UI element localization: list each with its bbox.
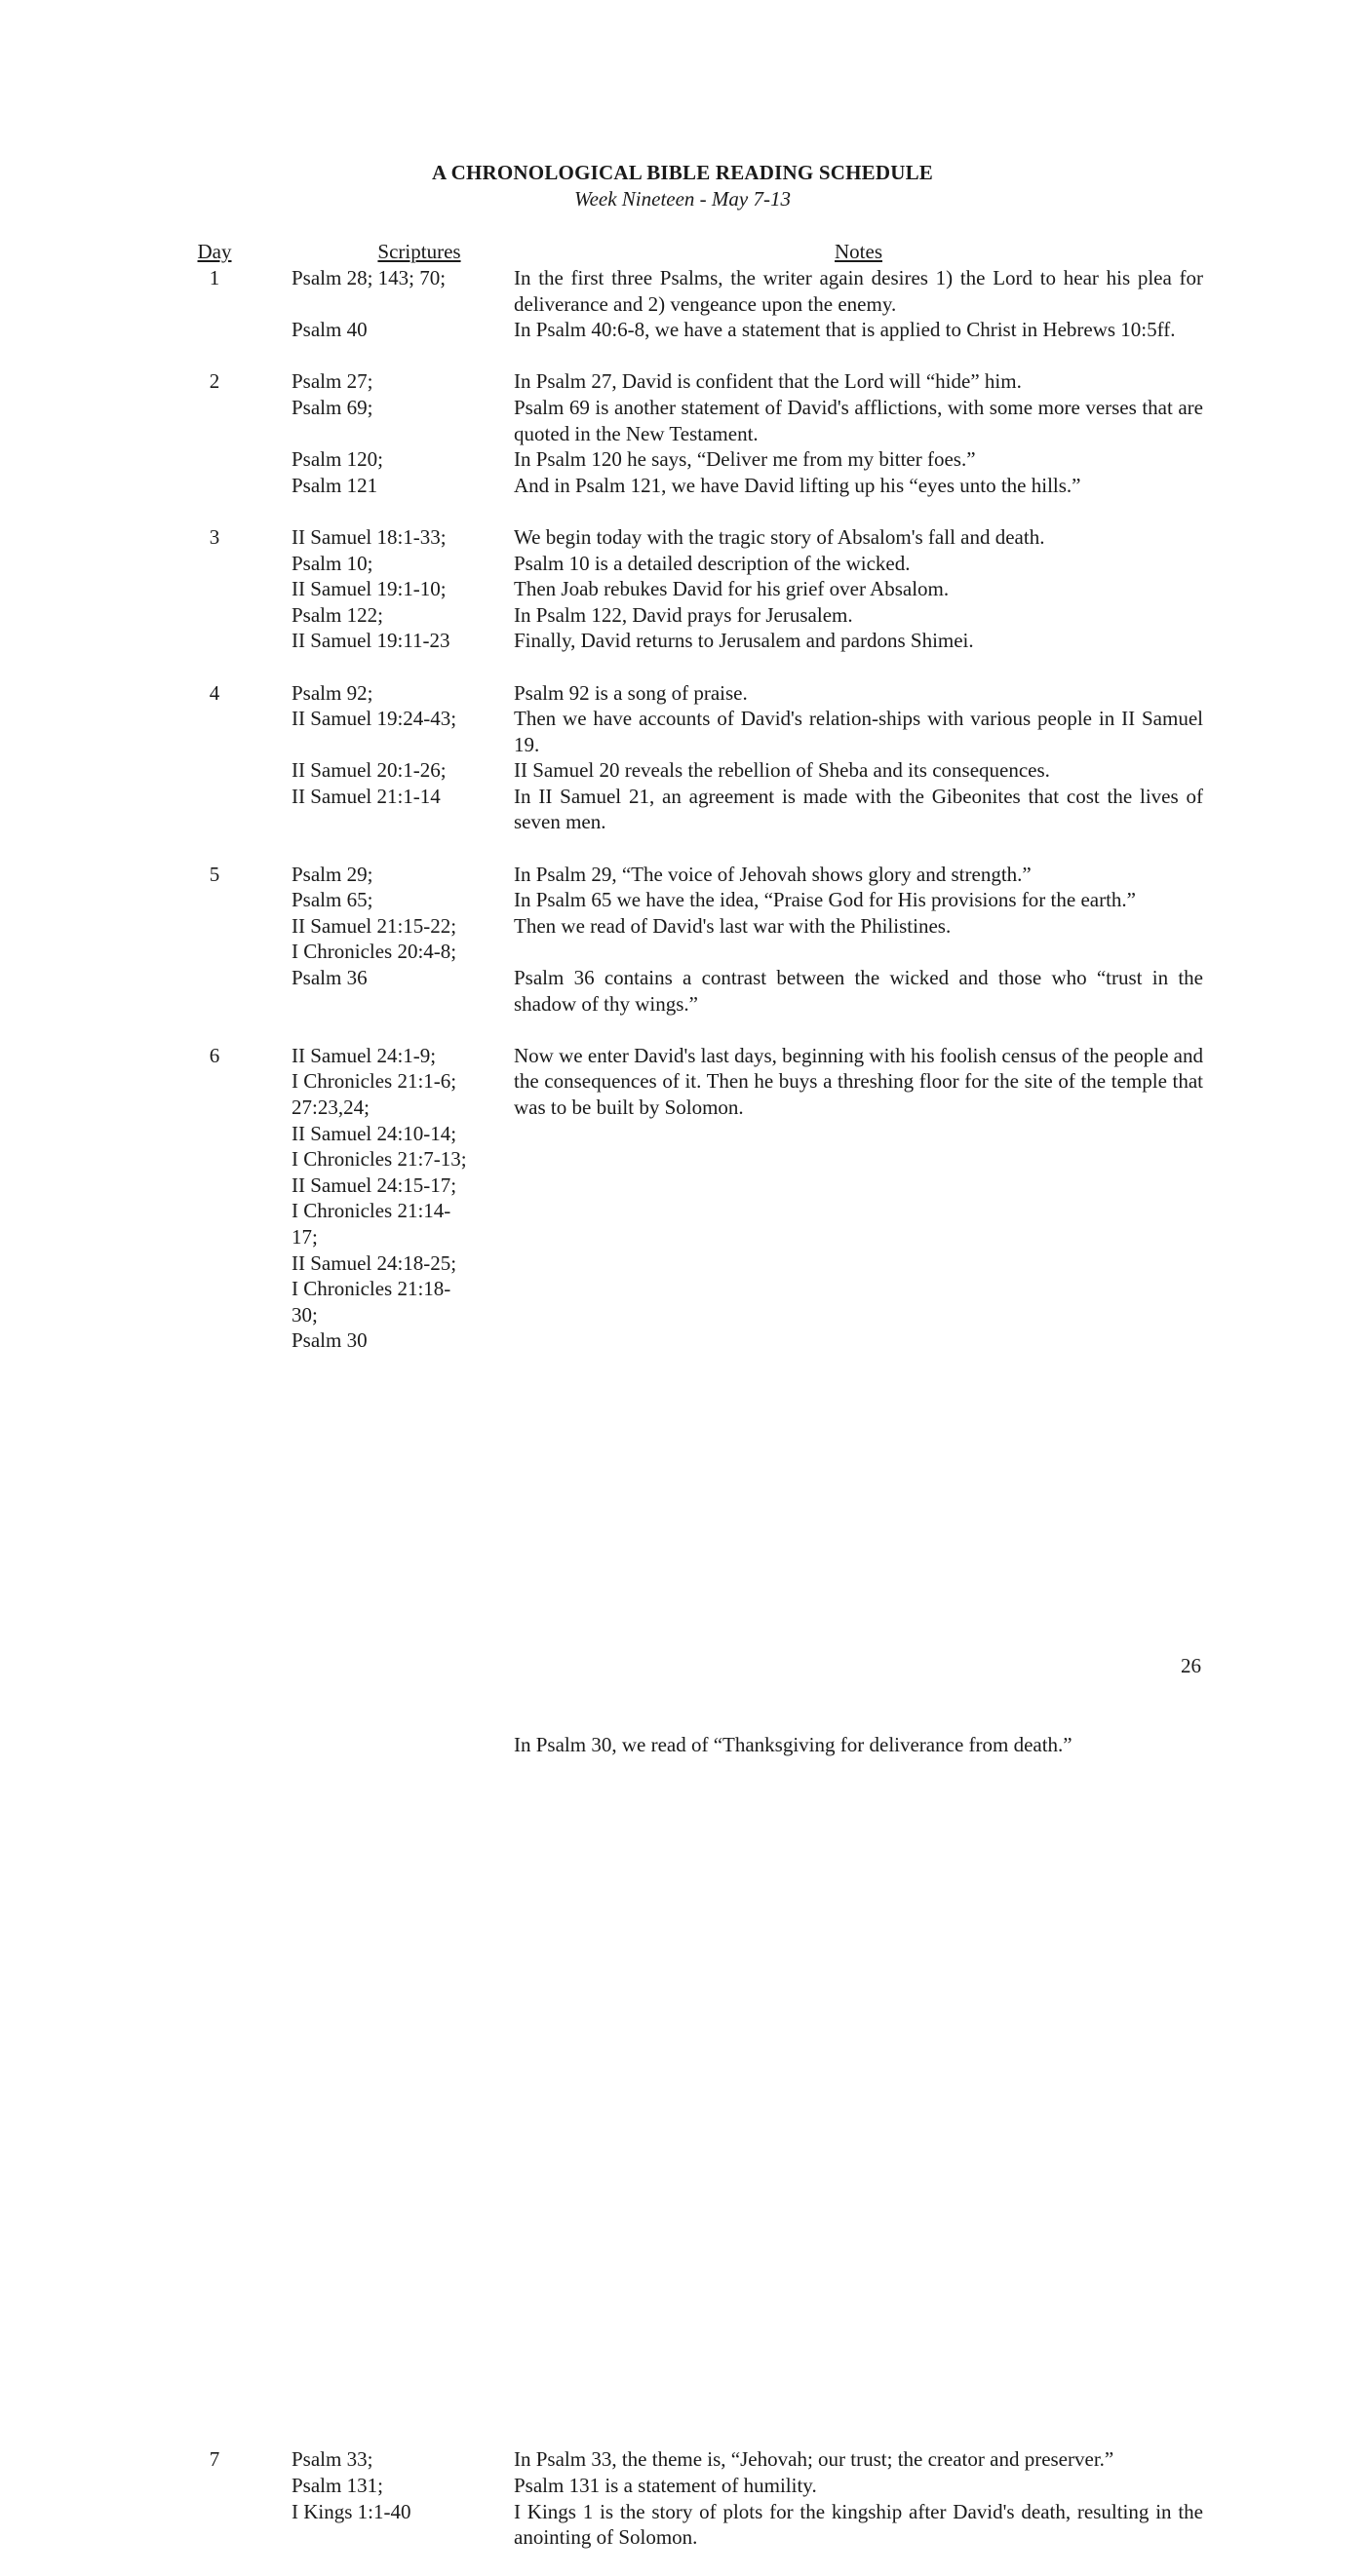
reading-row bbox=[0, 939, 1365, 965]
day-number: 3 bbox=[209, 524, 220, 549]
reading-row bbox=[0, 1043, 1365, 2421]
reading-note: We begin today with the tragic story of Absalom's fall and death. bbox=[514, 524, 1045, 549]
day-entry bbox=[0, 680, 1365, 836]
scripture-reference: Psalm 69; bbox=[292, 395, 373, 419]
reading-row bbox=[0, 706, 1365, 757]
column-header-day: Day bbox=[197, 240, 232, 263]
reading-note: Psalm 131 is a statement of humility. bbox=[514, 2474, 817, 2497]
scripture-reference: II Samuel 24:15-17; bbox=[292, 1173, 457, 1197]
day-entry bbox=[0, 524, 1365, 654]
reading-row bbox=[0, 473, 1365, 499]
reading-note: In Psalm 65 we have the idea, “Praise God for His provisions for the earth.” bbox=[514, 888, 1136, 912]
reading-row bbox=[0, 551, 1365, 577]
scripture-reference: Psalm 36 bbox=[292, 966, 368, 990]
scripture-reference: Psalm 28; 143; 70; bbox=[292, 266, 447, 289]
scripture-reference: Psalm 29; bbox=[292, 862, 373, 886]
scripture-list bbox=[292, 1043, 508, 2421]
scripture-reference: II Samuel 24:1-9; bbox=[292, 1043, 437, 1067]
day-number: 4 bbox=[209, 680, 220, 705]
scripture-reference: II Samuel 19:11-23 bbox=[292, 629, 450, 653]
day-entry bbox=[0, 2446, 1365, 2550]
scripture-reference: II Samuel 21:15-22; bbox=[292, 913, 457, 938]
reading-row bbox=[0, 965, 1365, 1017]
scripture-reference: Psalm 10; bbox=[292, 551, 373, 575]
day-entry bbox=[0, 368, 1365, 498]
reading-row bbox=[0, 628, 1365, 654]
reading-row bbox=[0, 757, 1365, 784]
reading-row bbox=[0, 784, 1365, 835]
reading-row bbox=[0, 395, 1365, 446]
reading-note: Then we read of David's last war with the Philistines. bbox=[514, 913, 952, 938]
reading-note bbox=[514, 939, 1203, 965]
scripture-reference: I Chronicles 21:1-6; 27:23,24; bbox=[292, 1069, 457, 1119]
schedule-entries bbox=[0, 265, 1365, 2576]
scripture-reference: Psalm 121 bbox=[292, 473, 378, 497]
reading-note: Then Joab rebukes David for his grief over Absalom. bbox=[514, 577, 950, 601]
document-subtitle: Week Nineteen - May 7-13 bbox=[574, 187, 791, 211]
scripture-reference: I Chronicles 21:14-17; bbox=[292, 1199, 451, 1249]
day-entry bbox=[0, 265, 1365, 343]
scripture-reference: II Samuel 21:1-14 bbox=[292, 784, 441, 808]
scripture-reference: II Samuel 19:1-10; bbox=[292, 577, 447, 601]
scripture-reference: Psalm 92; bbox=[292, 680, 373, 705]
day-number: 7 bbox=[209, 2447, 220, 2472]
reading-note: II Samuel 20 reveals the rebellion of Sheba and its consequences. bbox=[514, 758, 1050, 783]
reading-note: In II Samuel 21, an agreement is made with the Gibeonites that cost the lives of seven men. bbox=[514, 784, 1203, 834]
column-header-scriptures: Scriptures bbox=[377, 240, 461, 263]
scripture-reference: I Chronicles 21:7-13; bbox=[292, 1147, 467, 1172]
scripture-reference: II Samuel 24:10-14; bbox=[292, 1121, 457, 1145]
reading-row bbox=[0, 317, 1365, 343]
reading-note: Now we enter David's last days, beginning with his foolish census of the people and the consequences of it. Then he buys a threshing floor for the site of the temple that was to be built by Solomon. bbox=[514, 1043, 1203, 1119]
reading-note: In Psalm 33, the theme is, “Jehovah; our trust; the creator and preserver.” bbox=[514, 2447, 1114, 2472]
scripture-reference: I Chronicles 20:4-8; bbox=[292, 940, 457, 964]
scripture-reference: II Samuel 20:1-26; bbox=[292, 758, 447, 783]
reading-row bbox=[0, 887, 1365, 913]
reading-note: In Psalm 120 he says, “Deliver me from my bitter foes.” bbox=[514, 447, 976, 472]
scripture-reference: Psalm 40 bbox=[292, 318, 368, 342]
reading-note: In the first three Psalms, the writer again desires 1) the Lord to hear his plea for deliverance and 2) vengeance upon the enemy. bbox=[514, 266, 1203, 316]
scripture-reference: II Samuel 18:1-33; bbox=[292, 524, 447, 549]
reading-row bbox=[0, 913, 1365, 940]
reading-note: In Psalm 30, we read of “Thanksgiving for deliverance from death.” bbox=[514, 1732, 1072, 1756]
scripture-reference: II Samuel 24:18-25; bbox=[292, 1250, 457, 1275]
day-number: 6 bbox=[209, 1043, 220, 1067]
reading-row bbox=[0, 2499, 1365, 2551]
reading-note: Psalm 36 contains a contrast between the wicked and those who “trust in the shadow of thy wings.” bbox=[514, 966, 1203, 1016]
reading-row bbox=[0, 576, 1365, 602]
notes-column bbox=[514, 1043, 1203, 2421]
reading-note: In Psalm 27, David is confident that the Lord will “hide” him. bbox=[514, 369, 1022, 394]
column-header-notes: Notes bbox=[835, 240, 882, 263]
page-number: 26 bbox=[1181, 1654, 1201, 1677]
reading-row bbox=[0, 602, 1365, 629]
reading-note: I Kings 1 is the story of plots for the kingship after David's death, resulting in the anointing of Solomon. bbox=[514, 2499, 1203, 2550]
day-entry bbox=[0, 1043, 1365, 2421]
document-title: A CHRONOLOGICAL BIBLE READING SCHEDULE bbox=[431, 161, 934, 184]
scripture-reference: I Chronicles 21:18-30; bbox=[292, 1277, 451, 1326]
reading-row bbox=[0, 2473, 1365, 2499]
reading-note: In Psalm 122, David prays for Jerusalem. bbox=[514, 602, 853, 627]
day-number: 2 bbox=[209, 369, 220, 394]
reading-note: Psalm 92 is a song of praise. bbox=[514, 680, 748, 705]
reading-note: In Psalm 29, “The voice of Jehovah shows glory and strength.” bbox=[514, 862, 1032, 886]
day-number: 5 bbox=[209, 862, 220, 886]
scripture-reference: Psalm 30 bbox=[292, 1328, 368, 1353]
scripture-reference: II Samuel 19:24-43; bbox=[292, 707, 457, 731]
scripture-reference: Psalm 131; bbox=[292, 2474, 383, 2497]
reading-row bbox=[0, 446, 1365, 473]
reading-note: Then we have accounts of David's relation-ships with various people in II Samuel 19. bbox=[514, 707, 1203, 756]
scripture-reference: Psalm 65; bbox=[292, 888, 373, 912]
reading-note: Psalm 69 is another statement of David's afflictions, with some more verses that are quoted in the New Testament. bbox=[514, 395, 1203, 445]
scripture-reference: Psalm 33; bbox=[292, 2447, 373, 2472]
scripture-reference: I Kings 1:1-40 bbox=[292, 2499, 411, 2523]
scripture-reference: Psalm 27; bbox=[292, 369, 373, 394]
day-number: 1 bbox=[209, 266, 220, 289]
scripture-reference: Psalm 120; bbox=[292, 447, 383, 472]
day-entry bbox=[0, 862, 1365, 1018]
reading-note: And in Psalm 121, we have David lifting up his “eyes unto the hills.” bbox=[514, 473, 1081, 497]
reading-note: In Psalm 40:6-8, we have a statement that is applied to Christ in Hebrews 10:5ff. bbox=[514, 318, 1176, 342]
reading-note: Psalm 10 is a detailed description of the wicked. bbox=[514, 551, 911, 575]
reading-note: Finally, David returns to Jerusalem and pardons Shimei. bbox=[514, 629, 974, 653]
scripture-reference: Psalm 122; bbox=[292, 602, 383, 627]
